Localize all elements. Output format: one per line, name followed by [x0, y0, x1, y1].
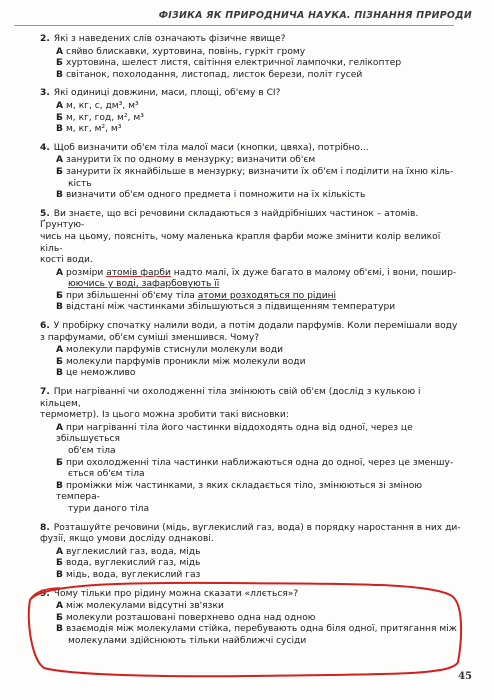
option-text: світанок, похолодання, листопад, листок берези, політ гусей	[65, 69, 363, 80]
question-text	[40, 321, 464, 333]
option-text: при нагріванні тіла його частинки віддоходять одна від одної, через це збільшується	[56, 422, 413, 445]
option-Б[interactable]	[56, 357, 464, 369]
option-text: вуглекислий газ, вода, мідь	[66, 546, 201, 557]
option-Б[interactable]	[56, 167, 464, 190]
option-text: м, кг, м², м³	[65, 124, 122, 135]
question-text	[40, 209, 464, 232]
question-text-line: термометр). Із цього можна зробити такі висновки:	[40, 410, 289, 421]
option-letter: Б	[56, 612, 63, 623]
question-number: 6.	[40, 321, 50, 332]
option-letter: В	[56, 569, 63, 580]
option-text: тури даного тіла	[68, 503, 150, 514]
answer-options	[56, 345, 464, 380]
option-text: це неможливо	[65, 368, 136, 379]
option-text: визначити об'єм одного предмета і помножити на їх кількість	[65, 190, 366, 201]
option-text: розміри	[66, 267, 107, 278]
question-text	[40, 333, 464, 345]
option-text: занурити їх по одному в мензурку; визначити об'єм	[66, 155, 316, 166]
question-text	[40, 523, 464, 535]
option-letter: А	[56, 46, 64, 57]
option-letter: Б	[56, 112, 63, 123]
option-text: молекули парфумів стиснули молекули води	[66, 345, 284, 356]
option-А[interactable]	[56, 345, 464, 357]
question-text	[40, 143, 464, 155]
question-text-line: фузії, якщо умови досліду однакові.	[40, 534, 214, 545]
question-3	[40, 88, 464, 135]
option-text: м, кг, год, м², м³	[65, 112, 144, 123]
question-text	[40, 34, 464, 46]
option-В[interactable]	[56, 124, 464, 136]
option-letter: В	[56, 368, 63, 379]
option-Б[interactable]	[56, 291, 464, 303]
answer-options	[56, 547, 464, 582]
option-letter: В	[56, 624, 63, 635]
question-number: 4.	[40, 142, 50, 153]
question-text-line: з парфумами, об'єм суміші зменшився. Чому?	[40, 332, 260, 343]
option-В[interactable]	[56, 570, 464, 582]
option-letter: Б	[56, 290, 63, 301]
option-letter: В	[56, 302, 63, 313]
option-Б[interactable]	[56, 613, 464, 625]
option-В[interactable]	[56, 368, 464, 380]
question-text-line: Які з наведених слів означають фізичне явище?	[53, 34, 286, 44]
option-letter: В	[56, 190, 63, 201]
option-letter: А	[56, 100, 64, 111]
option-А[interactable]	[56, 547, 464, 559]
option-text: об'єм тіла	[68, 446, 116, 456]
option-text: надто малі, їх дуже багато в малому об'ємі, і вони, пошир-	[170, 267, 457, 278]
question-number: 2.	[40, 34, 50, 44]
question-8	[40, 523, 464, 582]
option-text: вода, вуглекислий газ, мідь	[65, 558, 201, 569]
option-text: ється об'єм тіла	[68, 469, 145, 480]
question-text	[40, 589, 464, 601]
option-Б[interactable]	[56, 558, 464, 570]
question-text	[40, 88, 464, 100]
answer-options	[56, 155, 464, 201]
option-letter: А	[56, 546, 64, 557]
question-6	[40, 321, 464, 380]
option-text: хуртовина, шелест листя, світіння електричної лампочки, гелікоптер	[65, 58, 402, 69]
header-rule	[14, 25, 454, 26]
page-number: 45	[458, 671, 472, 682]
option-text: занурити їх якнайбільше в мензурку; визначити їх об'єм і поділити на їхню кіль-	[65, 166, 454, 177]
option-letter: А	[56, 345, 64, 356]
option-В[interactable]	[56, 70, 464, 82]
option-letter: А	[56, 267, 64, 278]
question-text-line: кості води.	[40, 255, 93, 266]
option-letter: В	[56, 124, 63, 135]
questions-list	[40, 34, 464, 655]
header-title: ФІЗИКА ЯК ПРИРОДНИЧА НАУКА. ПІЗНАННЯ ПРИРОДИ	[155, 10, 472, 21]
option-letter: Б	[56, 356, 63, 367]
option-А[interactable]	[56, 155, 464, 167]
question-text-line: Чому тільки про рідину можна сказати «ллється»?	[53, 588, 299, 599]
question-text-line: У пробірку спочатку налили води, а потім додали парфумів. Коли перемішали воду	[53, 321, 458, 332]
question-text	[40, 255, 464, 267]
option-text: сяйво блискавки, хуртовина, повінь, гуркіт грому	[66, 46, 306, 57]
option-text: м, кг, с, дм³, м³	[66, 100, 139, 111]
option-letter: В	[56, 480, 63, 491]
option-А[interactable]	[56, 423, 464, 458]
question-text-line: Які одиниці довжини, маси, площі, об'єму в СІ?	[53, 88, 281, 99]
question-text	[40, 534, 464, 546]
question-text-line: Ви знаєте, що всі речовини складаються з найдрібніших частинок – атомів. Ґрунтую-	[40, 208, 419, 231]
question-text	[40, 232, 464, 255]
option-А[interactable]	[56, 268, 464, 291]
option-letter: Б	[56, 558, 63, 569]
answer-options	[56, 268, 464, 314]
question-7	[40, 387, 464, 516]
answer-options	[56, 101, 464, 136]
option-text: молекулами здійснюють тільки найближчі сусіди	[68, 635, 307, 646]
option-letter: В	[56, 69, 63, 80]
underlined-text: атоми розходяться по рідині	[197, 290, 337, 301]
option-letter: А	[56, 422, 64, 433]
question-number: 5.	[40, 208, 50, 219]
question-text	[40, 387, 464, 410]
option-letter: Б	[56, 58, 63, 69]
option-text: взаємодія між молекулами стійка, перебувають одна біля одної, притягання між	[65, 624, 457, 635]
option-text: при охолодженні тіла частинки наближаються одна до одної, через це зменшу-	[65, 457, 454, 468]
option-В[interactable]	[56, 190, 464, 202]
option-letter: А	[56, 155, 64, 166]
option-В[interactable]	[56, 302, 464, 314]
question-text-line: чись на цьому, поясніть, чому маленька крапля фарби може змінити колір великої кіль-	[40, 231, 441, 254]
option-text: відстані між частинками збільшуються з підвищенням температури	[65, 302, 396, 313]
question-text-line: Щоб визначити об'єм тіла малої маси (кнопки, цвяха), потрібно...	[53, 142, 369, 153]
option-Б[interactable]	[56, 458, 464, 481]
underlined-text: юючись у воді, зафарбовують її	[68, 279, 220, 290]
question-number: 3.	[40, 88, 50, 99]
question-number: 8.	[40, 522, 50, 533]
question-number: 7.	[40, 387, 50, 398]
option-letter: Б	[56, 166, 63, 177]
option-text: молекули розташовані поверхнево одна над одною	[65, 612, 316, 623]
question-9	[40, 589, 464, 648]
option-text: при збільшенні об'єму тіла	[65, 290, 198, 301]
question-text-line: Розташуйте речовини (мідь, вуглекислий газ, вода) в порядку наростання в них ди-	[53, 522, 461, 533]
question-4	[40, 143, 464, 202]
answer-options	[56, 601, 464, 647]
option-text: проміжки між частинками, з яких складається тіло, змінюються зі зміною темпера-	[56, 480, 423, 503]
question-2	[40, 34, 464, 81]
option-Б[interactable]	[56, 58, 464, 70]
question-number: 9.	[40, 588, 50, 599]
option-В[interactable]	[56, 481, 464, 516]
option-text: мідь, вода, вуглекислий газ	[65, 569, 201, 580]
option-letter: Б	[56, 457, 63, 468]
answer-options	[56, 423, 464, 516]
question-text-line: При нагріванні чи охолодженні тіла змінюють свій об'єм (дослід з кулькою і кільцем,	[40, 387, 421, 409]
question-5	[40, 209, 464, 314]
option-Б[interactable]	[56, 113, 464, 125]
option-А[interactable]	[56, 101, 464, 113]
option-А[interactable]	[56, 47, 464, 59]
option-text: кість	[68, 178, 92, 189]
option-В[interactable]	[56, 624, 464, 647]
answer-options	[56, 47, 464, 82]
option-letter: А	[56, 601, 64, 612]
page-header	[0, 6, 494, 28]
option-А[interactable]	[56, 601, 464, 613]
underlined-text: атомів фарби	[106, 267, 171, 278]
option-text: між молекулами відсутні зв'язки	[66, 601, 224, 612]
option-text: молекули парфумів проникли між молекули води	[65, 356, 306, 367]
question-text	[40, 410, 464, 422]
